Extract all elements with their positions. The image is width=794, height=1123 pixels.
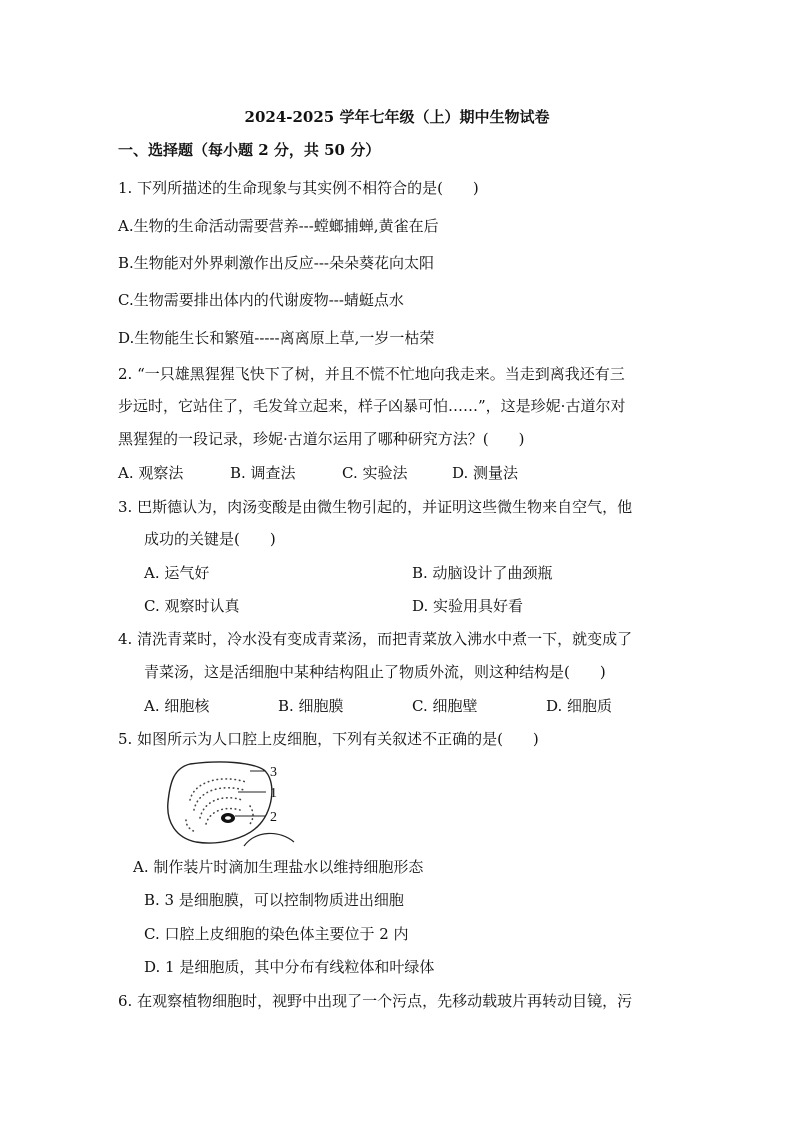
cheek-cell-diagram: [160, 760, 320, 852]
q3-option-d: D. 实验用具好看: [412, 597, 524, 615]
adjacent-cell-edge: [244, 833, 294, 846]
section-heading: 一、选择题（每小题 2 分，共 50 分）: [118, 141, 381, 159]
q4-option-b: B. 细胞膜: [278, 697, 344, 715]
q3-option-c: C. 观察时认真: [144, 597, 240, 615]
q3-stem-line-2: 成功的关键是( ): [144, 530, 276, 548]
q4-stem-line-2: 青菜汤，这是活细胞中某种结构阻止了物质外流，则这种结构是( ): [144, 663, 606, 681]
q2-stem-line-1: 2. “一只雄黑猩猩飞快下了树，并且不慌不忙地向我走来。当走到离我还有三: [118, 365, 625, 383]
q2-stem-line-2: 步远时，它站住了，毛发耸立起来，样子凶暴可怕……”，这是珍妮·古道尔对: [118, 397, 626, 415]
q1-option-b: B.生物能对外界刺激作出反应---朵朵葵花向太阳: [118, 254, 434, 272]
label-1: 1: [270, 786, 277, 801]
q1-stem: 1. 下列所描述的生命现象与其实例不相符合的是( ): [118, 179, 479, 197]
q5-option-b: B. 3 是细胞膜，可以控制物质进出细胞: [144, 891, 404, 909]
q2-option-c: C. 实验法: [342, 464, 408, 482]
label-2: 2: [270, 810, 277, 825]
exam-title: 2024-2025 学年七年级（上）期中生物试卷: [244, 108, 550, 126]
q3-stem-line-1: 3. 巴斯德认为，肉汤变酸是由微生物引起的，并证明这些微生物来自空气，他: [118, 498, 633, 516]
q2-stem-line-3: 黑猩猩的一段记录，珍妮·古道尔运用了哪种研究方法？( ): [118, 430, 525, 448]
q5-option-c: C. 口腔上皮细胞的染色体主要位于 2 内: [144, 925, 409, 943]
q1-option-c: C.生物需要排出体内的代谢废物---蜻蜓点水: [118, 291, 404, 309]
q4-stem-line-1: 4. 清洗青菜时，冷水没有变成青菜汤，而把青菜放入沸水中煮一下，就变成了: [118, 630, 633, 648]
q1-option-a: A.生物的生命活动需要营养---螳螂捕蝉,黄雀在后: [118, 217, 439, 235]
label-3: 3: [270, 765, 277, 780]
q1-option-d: D.生物能生长和繁殖-----离离原上草,一岁一枯荣: [118, 329, 435, 347]
q3-option-b: B. 动脑设计了曲颈瓶: [412, 564, 553, 582]
q5-option-d: D. 1 是细胞质，其中分布有线粒体和叶绿体: [144, 958, 435, 976]
q6-stem: 6. 在观察植物细胞时，视野中出现了一个污点，先移动载玻片再转动目镜，污: [118, 992, 633, 1010]
q3-option-a: A. 运气好: [144, 564, 210, 582]
q4-option-d: D. 细胞质: [546, 697, 613, 715]
q2-option-b: B. 调查法: [230, 464, 296, 482]
q2-option-d: D. 测量法: [452, 464, 519, 482]
cytoplasm-dots: [190, 779, 246, 800]
q5-option-a: A. 制作装片时滴加生理盐水以维持细胞形态: [133, 858, 424, 876]
q4-option-a: A. 细胞核: [144, 697, 210, 715]
cell-membrane-outline: [168, 762, 272, 843]
q4-option-c: C. 细胞壁: [412, 697, 478, 715]
q2-option-a: A. 观察法: [118, 464, 184, 482]
q5-stem: 5. 如图所示为人口腔上皮细胞，下列有关叙述不正确的是( ): [118, 730, 539, 748]
